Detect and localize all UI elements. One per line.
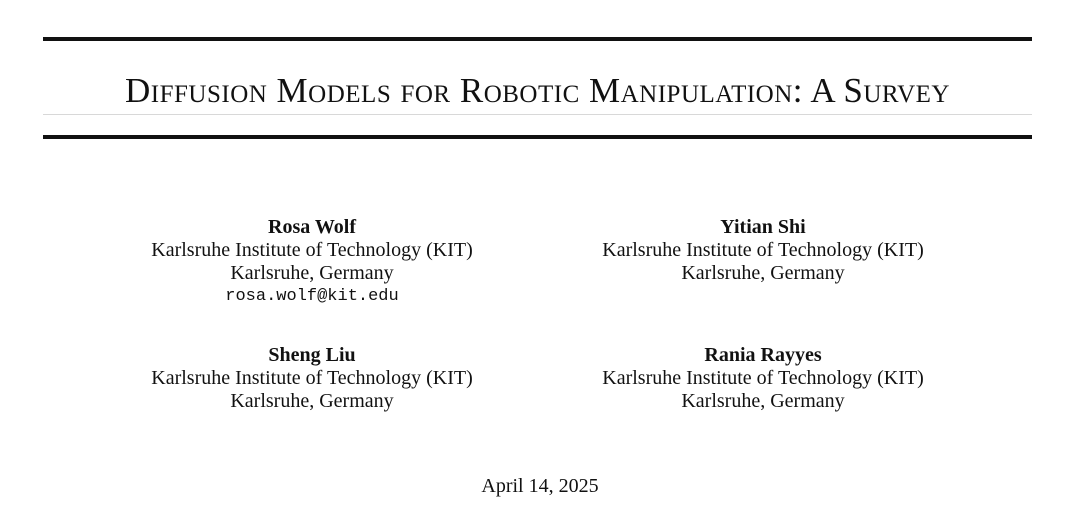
- author-name: Sheng Liu: [268, 344, 356, 366]
- author-affiliation: Karlsruhe Institute of Technology (KIT): [602, 367, 924, 389]
- author-affiliation: Karlsruhe Institute of Technology (KIT): [151, 367, 473, 389]
- author-card: [112, 344, 512, 413]
- author-email[interactable]: rosa.wolf@kit.edu: [225, 287, 399, 306]
- title-bottom-rule: [43, 135, 1032, 139]
- paper-date: April 14, 2025: [481, 475, 599, 497]
- author-card: [112, 216, 512, 309]
- author-location: Karlsruhe, Germany: [230, 262, 394, 284]
- author-affiliation: Karlsruhe Institute of Technology (KIT): [602, 239, 924, 261]
- author-name: Rosa Wolf: [268, 216, 356, 238]
- author-location: Karlsruhe, Germany: [230, 390, 394, 412]
- author-card: [563, 216, 963, 285]
- author-name: Rania Rayyes: [704, 344, 822, 366]
- author-location: Karlsruhe, Germany: [681, 262, 845, 284]
- author-affiliation: Karlsruhe Institute of Technology (KIT): [151, 239, 473, 261]
- author-name: Yitian Shi: [720, 216, 806, 238]
- paper-title: Diffusion Models for Robotic Manipulation: A Survey: [125, 71, 950, 110]
- author-card: [563, 344, 963, 413]
- title-top-rule: [43, 37, 1032, 41]
- author-location: Karlsruhe, Germany: [681, 390, 845, 412]
- title-thin-rule: [43, 114, 1032, 115]
